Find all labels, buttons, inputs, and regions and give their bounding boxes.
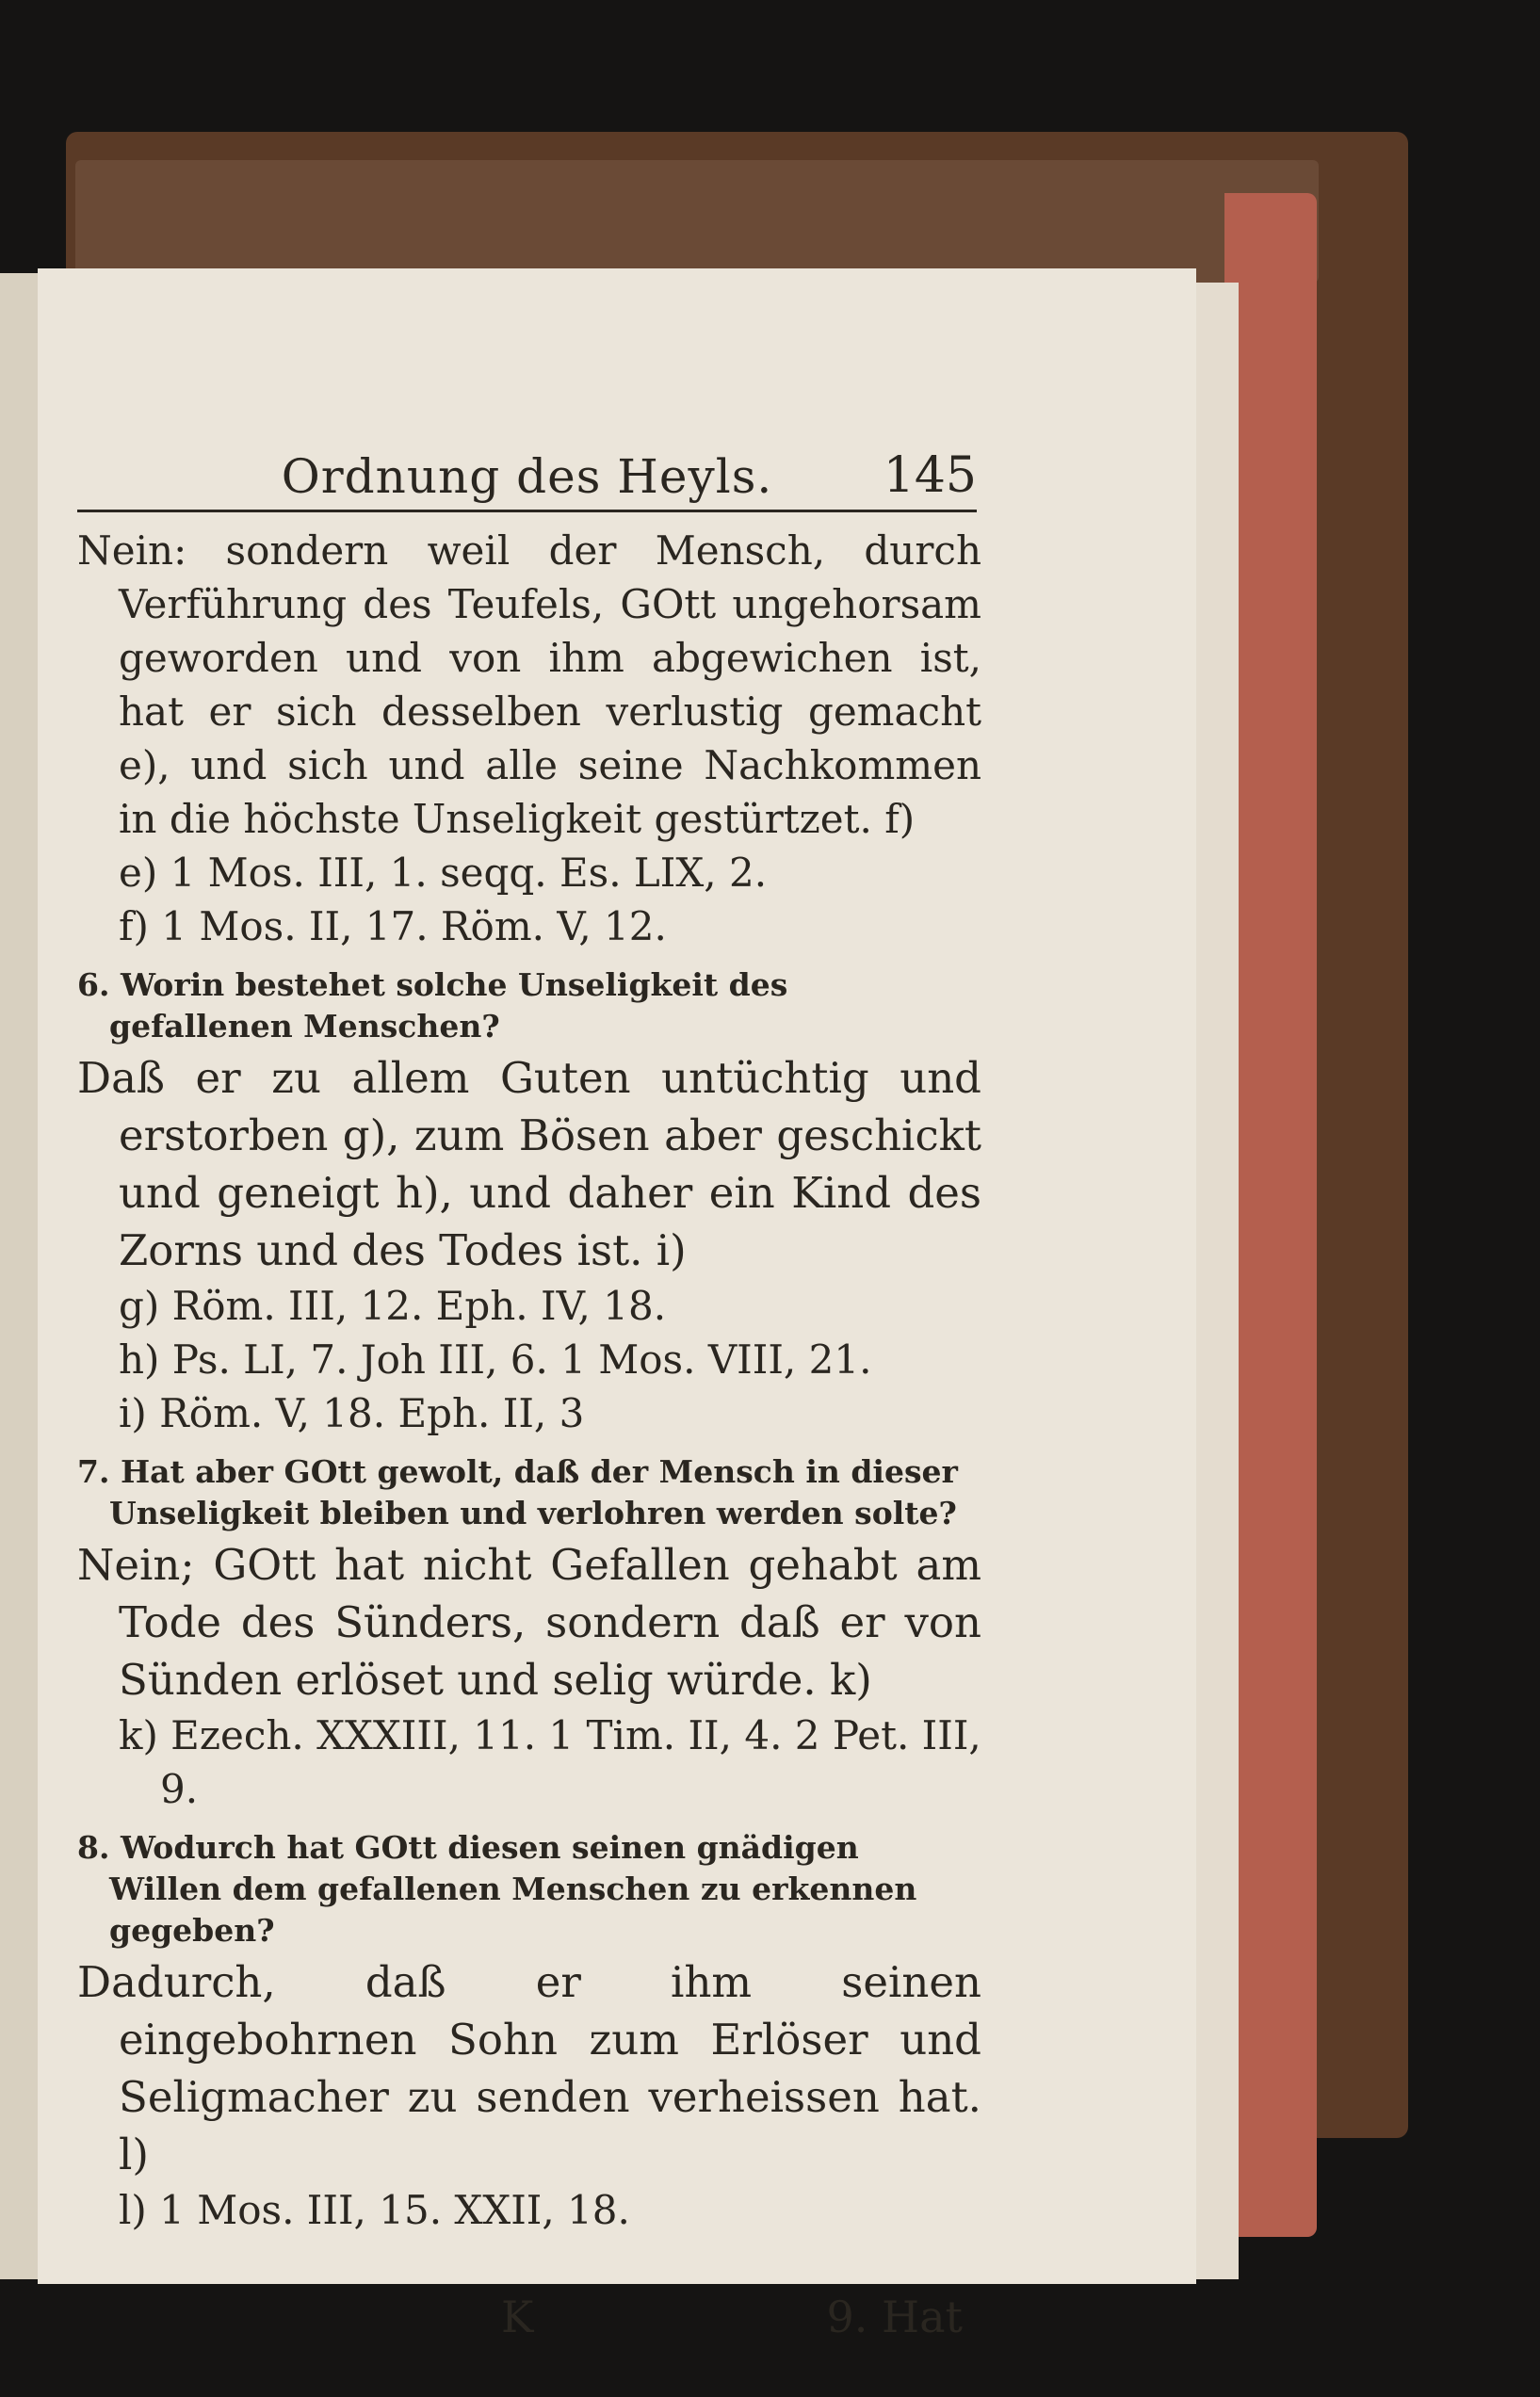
footnote-k: k) Ezech. XXXIII, 11. 1 Tim. II, 4. 2 Pet. III, 9. (119, 1712, 981, 1812)
signature-mark: K (501, 2292, 534, 2342)
question-6: 6. Worin bestehet solche Unseligkeit des gefallenen Menschen? (77, 966, 788, 1045)
footnote-f: f) 1 Mos. II, 17. Röm. V, 12. (119, 903, 667, 949)
footnote-l: l) 1 Mos. III, 15. XXII, 18. (119, 2187, 630, 2233)
footnote-e: e) 1 Mos. III, 1. seqq. Es. LIX, 2. (119, 850, 768, 896)
header-rule (77, 510, 977, 512)
page-footer (77, 2292, 963, 2357)
footnote-g: g) Röm. III, 12. Eph. IV, 18. (119, 1283, 667, 1329)
catchword: 9. Hat (826, 2292, 963, 2342)
footnote-i: i) Röm. V, 18. Eph. II, 3 (119, 1390, 585, 1436)
answer-paragraph-8: Dadurch, daß er ihm seinen eingebohrnen Sohn zum Erlöser und Seligmacher zu senden verheissen hat. l) (77, 1957, 981, 2179)
page-number: 145 (883, 447, 977, 504)
question-7: 7. Hat aber GOtt gewolt, daß der Mensch in dieser Unseligkeit bleiben und verlohren werden solte? (77, 1453, 958, 1531)
answer-paragraph-5: Nein: sondern weil der Mensch, durch Verführung des Teufels, GOtt ungehorsam geworden und von ihm abgewichen ist, hat er sich desselben verlustig gemacht e), und sich und alle seine Nachkommen in die höchste Unseligkeit gestürtzet. f) (77, 527, 981, 842)
facing-page-edge (0, 273, 38, 2279)
running-title: Ordnung des Heyls. (281, 449, 773, 504)
page-header (77, 429, 977, 504)
answer-paragraph-7: Nein; GOtt hat nicht Gefallen gehabt am Tode des Sünders, sondern daß er von Sünden erlöset und selig würde. k) (77, 1540, 981, 1705)
book-top-edge (75, 160, 1319, 283)
footnote-h: h) Ps. LI, 7. Joh III, 6. 1 Mos. VIII, 21. (119, 1336, 872, 1383)
page-body (77, 524, 981, 2237)
book-page (38, 268, 1196, 2342)
question-8: 8. Wodurch hat GOtt diesen seinen gnädigen Willen dem gefallenen Menschen zu erkennen gegeben? (77, 1829, 917, 1949)
answer-paragraph-6: Daß er zu allem Guten untüchtig und erstorben g), zum Bösen aber geschickt und geneigt h), und daher ein Kind des Zorns und des Todes ist. i) (77, 1053, 981, 1275)
